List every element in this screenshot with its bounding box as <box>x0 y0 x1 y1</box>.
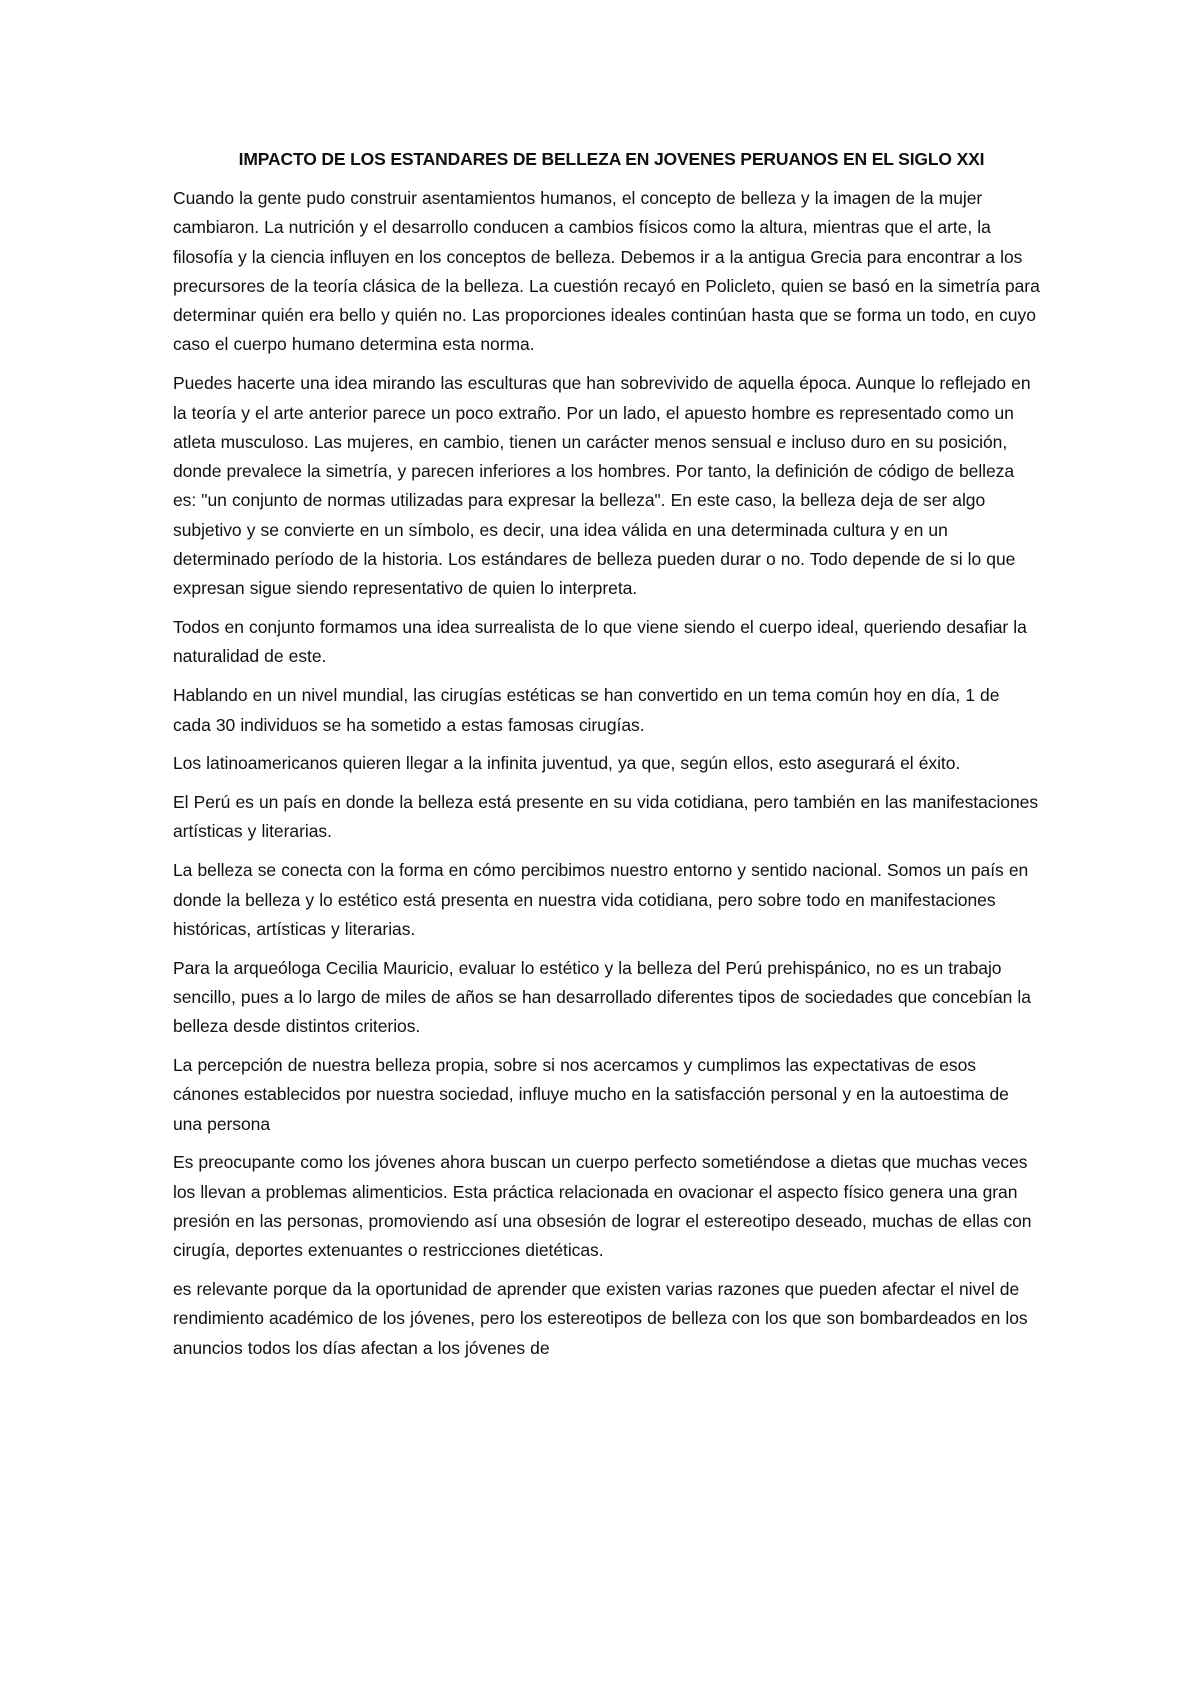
paragraph: Es preocupante como los jóvenes ahora buscan un cuerpo perfecto sometiéndose a dietas que muchas veces los llevan a problemas alimenticios. Esta práctica relacionada en ovacionar el aspecto físico genera una gran presión en las personas, promoviendo así una obsesión de lograr el estereotipo deseado, muchas de ellas con cirugía, deportes extenuantes o restricciones dietéticas. <box>173 1152 1032 1261</box>
document-title: IMPACTO DE LOS ESTANDARES DE BELLEZA EN JOVENES PERUANOS EN EL SIGLO XXI <box>238 149 985 169</box>
paragraph: Puedes hacerte una idea mirando las esculturas que han sobrevivido de aquella época. Aunque lo reflejado en la teoría y el arte anterior parece un poco extraño. Por un lado, el apuesto hombre es representado como un atleta musculoso. Las mujeres, en cambio, tienen un carácter menos sensual e incluso duro en su posición, donde prevalece la simetría, y parecen inferiores a los hombres. Por tanto, la definición de código de belleza es: "un conjunto de normas utilizadas para expresar la belleza". En este caso, la belleza deja de ser algo subjetivo y se convierte en un símbolo, es decir, una idea válida en una determinada cultura y en un determinado período de la historia. Los estándares de belleza pueden durar o no. Todo depende de si lo que expresan sigue siendo representativo de quien lo interpreta. <box>173 373 1031 599</box>
paragraph: La belleza se conecta con la forma en cómo percibimos nuestro entorno y sentido nacional. Somos un país en donde la belleza y lo estético está presenta en nuestra vida cotidiana, pero sobre todo en manifestaciones históricas, artísticas y literarias. <box>173 860 1029 939</box>
paragraph: La percepción de nuestra belleza propia, sobre si nos acercamos y cumplimos las expectativas de esos cánones establecidos por nuestra sociedad, influye mucho en la satisfacción personal y en la autoestima de una persona <box>173 1055 1009 1134</box>
paragraph: El Perú es un país en donde la belleza está presente en su vida cotidiana, pero también en las manifestaciones artísticas y literarias. <box>173 792 1039 842</box>
paragraph: es relevante porque da la oportunidad de aprender que existen varias razones que pueden afectar el nivel de rendimiento académico de los jóvenes, pero los estereotipos de belleza con los que son bombardeados en los anuncios todos los días afectan a los jóvenes de <box>173 1279 1028 1358</box>
paragraph: Cuando la gente pudo construir asentamientos humanos, el concepto de belleza y la imagen de la mujer cambiaron. La nutrición y el desarrollo conducen a cambios físicos como la altura, mientras que el arte, la filosofía y la ciencia influyen en los conceptos de belleza. Debemos ir a la antigua Grecia para encontrar a los precursores de la teoría clásica de la belleza. La cuestión recayó en Policleto, quien se basó en la simetría para determinar quién era bello y quién no. Las proporciones ideales continúan hasta que se forma un todo, en cuyo caso el cuerpo humano determina esta norma. <box>173 188 1040 355</box>
paragraph: Para la arqueóloga Cecilia Mauricio, evaluar lo estético y la belleza del Perú prehispánico, no es un trabajo sencillo, pues a lo largo de miles de años se han desarrollado diferentes tipos de sociedades que concebían la belleza desde distintos criterios. <box>173 957 1031 1037</box>
paragraph: Todos en conjunto formamos una idea surrealista de lo que viene siendo el cuerpo ideal, queriendo desafiar la naturalidad de este. <box>173 617 1027 667</box>
paragraph: Hablando en un nivel mundial, las cirugías estéticas se han convertido en un tema común hoy en día, 1 de cada 30 individuos se ha sometido a estas famosas cirugías. <box>173 685 1000 735</box>
paragraph: Los latinoamericanos quieren llegar a la infinita juventud, ya que, según ellos, esto asegurará el éxito. <box>173 753 961 774</box>
